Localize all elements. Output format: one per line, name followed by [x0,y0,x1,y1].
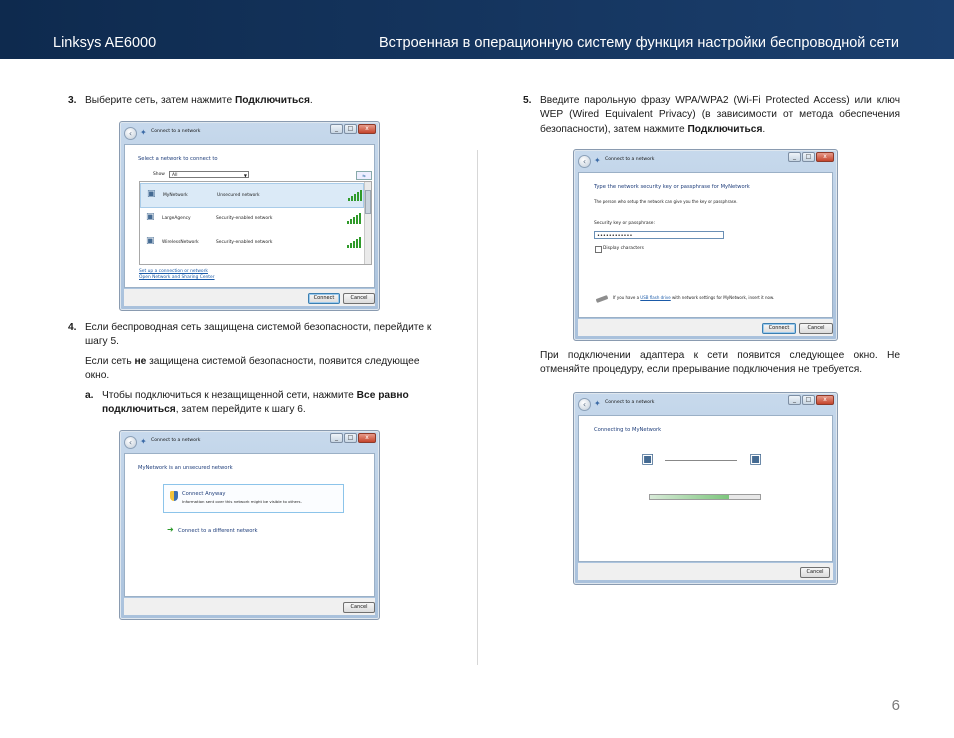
title-bar [120,122,379,144]
step-5 [523,94,900,137]
network-row-wirelessnetwork[interactable] [140,231,362,254]
step-4-line-2 [85,355,445,384]
step-4a-end: , затем перейдите к шагу 6. [175,404,306,416]
dialog-heading: Select a network to connect to [138,156,218,162]
connect-button[interactable]: Connect [762,323,796,334]
signal-strength-icon [348,190,362,201]
step-5-text: Введите парольную фразу WPA/WPA2 (Wi-Fi Protected Access) или ключ WEP (Wired Equivalent Privacy) (в зависимости от метода обеспечения безопасности), затем нажмите [540,95,900,135]
window-controls [330,433,376,443]
step-4-line-1: Если беспроводная сеть защищена системой безопасности, перейдите к шагу 5. [85,322,432,348]
back-button[interactable]: ‹ [578,155,591,168]
usb-hint-start: If you have a [613,295,641,300]
close-button[interactable]: x [358,433,376,443]
minimize-button[interactable]: _ [788,395,801,405]
page-header [0,0,954,59]
step-5-number: 5. [523,95,532,106]
dialog-heading: MyNetwork is an unsecured network [138,465,233,471]
step-3-end: . [309,95,313,106]
step-3-bold: Подключиться [234,95,310,106]
window-body [124,144,375,288]
chevron-down-icon: ▼ [243,173,247,178]
window-body [578,415,833,562]
network-icon: ✦ [140,128,147,137]
close-button[interactable]: x [816,152,834,162]
window-title: Connect to a network [151,129,201,134]
minimize-button[interactable]: _ [330,433,343,443]
minimize-button[interactable]: _ [330,124,343,134]
setup-connection-link[interactable]: Set up a connection or network [139,269,208,274]
network-icon: ✦ [594,156,601,165]
maximize-button[interactable]: □ [802,395,815,405]
network-security: Unsecured network [217,193,260,198]
usb-hint-end: with network settings for MyNetwork, insert it now. [670,295,775,300]
title-bar [574,393,837,415]
step-4-line-2-bold: не [134,355,147,367]
back-button[interactable]: ‹ [124,127,137,140]
window-footer [124,289,375,306]
window-controls [788,152,834,162]
refresh-button[interactable]: ⇆ [356,171,372,180]
usb-flash-drive-link[interactable]: USB flash drive [640,295,671,300]
connect-anyway-title: Connect Anyway [182,491,226,497]
window-footer [124,598,375,615]
network-row-mynetwork[interactable] [140,183,364,208]
connecting-window [573,392,838,585]
step-4a-start: Чтобы подключиться к незащищенной сети, нажмите [102,390,357,401]
connect-different-network[interactable]: Connect to a different network [178,528,258,534]
maximize-button[interactable]: □ [802,152,815,162]
show-select-value: All [172,173,178,178]
network-row-largeagency[interactable] [140,207,362,230]
signal-strength-icon [347,237,361,248]
connection-progress [649,494,761,500]
computer-icon: ▣ [641,451,655,467]
maximize-button[interactable]: □ [344,433,357,443]
step-4-number: 4. [68,322,77,333]
network-list[interactable] [139,181,372,265]
step-4-line-2-end: защищена системой безопасности, появится следующее окно. [85,355,420,381]
security-key-window [573,149,838,341]
network-name: MyNetwork [163,193,188,198]
connect-anyway-desc: Information sent over this network might be visible to others. [182,499,302,504]
arrow-right-icon: ➜ [167,525,174,534]
step-4 [68,321,445,383]
unsecured-network-window [119,430,380,620]
column-divider [477,150,478,665]
maximize-button[interactable]: □ [344,124,357,134]
window-footer [578,319,833,336]
dialog-subheading: The person who setup the network can give you the key or passphrase. [594,199,738,204]
computer-icon: ▣ [147,189,156,199]
connection-note: При подключении адаптера к сети появится следующее окно. Не отменяйте процедуру, если прерывание подключения не требуется. [540,350,900,376]
dialog-heading: Connecting to MyNetwork [594,427,662,433]
window-title: Connect to a network [605,400,655,405]
cancel-button[interactable]: Cancel [799,323,833,334]
page-number: 6 [891,697,900,714]
network-center-link[interactable]: Open Network and Sharing Center [139,275,215,280]
connect-anyway-option[interactable] [163,484,344,513]
cancel-button[interactable]: Cancel [343,602,375,613]
minimize-button[interactable]: _ [788,152,801,162]
close-button[interactable]: x [816,395,834,405]
window-controls [788,395,834,405]
window-title: Connect to a network [151,438,201,443]
section-title: Встроенная в операционную систему функция настройки беспроводной сети [378,35,899,51]
computer-icon: ▣ [146,236,155,246]
network-name: LargeAgency [162,216,191,221]
back-button[interactable]: ‹ [124,436,137,449]
step-4-line-2-start: Если сеть [85,355,135,367]
security-key-label: Security key or passphrase: [594,221,655,226]
select-network-window [119,121,380,311]
step-3-number: 3. [68,95,77,106]
usb-hint [613,295,774,300]
window-body [124,453,375,597]
network-name: WirelessNetwork [162,240,199,245]
step-4a [85,389,445,418]
title-bar [120,431,379,453]
network-security: Security-enabled network [216,240,273,245]
step-4a-bold: Все равно подключиться [102,390,409,416]
scrollbar-thumb[interactable] [365,190,371,214]
back-button[interactable]: ‹ [578,398,591,411]
connection-line [665,460,737,461]
connect-button[interactable]: Connect [308,293,340,304]
list-scrollbar[interactable] [364,182,371,264]
show-label: Show [153,172,165,177]
step-4a-label: a. [85,390,94,401]
dialog-heading: Type the network security key or passphrase for MyNetwork [594,184,750,190]
product-name: Linksys AE6000 [53,35,157,51]
usb-drive-icon [596,295,609,303]
signal-strength-icon [347,213,361,224]
progress-fill [650,495,729,499]
step-5-end: . [762,123,766,135]
step-5-bold: Подключиться [687,123,763,135]
window-title: Connect to a network [605,157,655,162]
network-icon: ✦ [140,437,147,446]
security-key-input[interactable]: •••••••••••• [594,231,724,239]
window-controls [330,124,376,134]
step-3 [68,94,447,108]
shield-icon [170,491,178,501]
window-body [578,172,833,318]
cancel-button[interactable]: Cancel [800,567,830,578]
network-security: Security-enabled network [216,216,273,221]
cancel-button[interactable]: Cancel [343,293,375,304]
display-characters-checkbox[interactable] [595,246,602,253]
computer-icon: ▣ [146,212,155,222]
close-button[interactable]: x [358,124,376,134]
title-bar [574,150,837,172]
window-footer [578,563,833,580]
step-3-text: Выберите сеть, затем нажмите [85,95,235,106]
network-globe-icon: ▣ [749,451,763,467]
display-characters-label: Display characters [603,246,644,251]
network-icon: ✦ [594,399,601,408]
show-select[interactable] [169,171,249,178]
